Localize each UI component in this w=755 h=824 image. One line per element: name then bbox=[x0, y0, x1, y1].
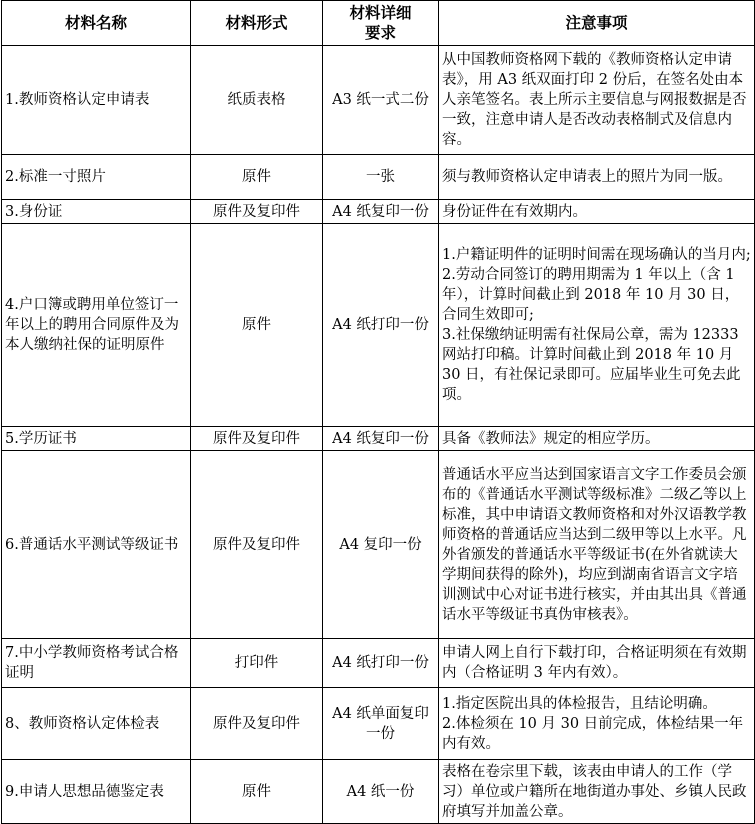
header-notes: 注意事项 bbox=[439, 1, 755, 46]
note-line: 从中国教师资格网下载的《教师资格认定申请表》，用 A3 纸双面打印 2 份后，在签名处由本人亲笔签名。表上所示主要信息与网报数据是否一致，注意申请人是否改动表格制式及信息内容。 bbox=[442, 52, 747, 148]
note-line: 表格在卷宗里下载，该表由申请人的工作（学习）单位或户籍所在地街道办事处、乡镇人民政府填写并加盖公章。 bbox=[442, 763, 747, 820]
material-form-cell: 原件 bbox=[191, 224, 323, 427]
note-line: 1.户籍证明件的证明时间需在现场确认的当月内; bbox=[442, 247, 751, 263]
material-form-cell: 原件 bbox=[191, 155, 323, 200]
material-notes-cell bbox=[439, 427, 755, 451]
material-form-cell: 原件及复印件 bbox=[191, 427, 323, 451]
material-form-cell: 原件及复印件 bbox=[191, 200, 323, 224]
note-line: 1.指定医院出具的体检报告，且结论明确。 bbox=[442, 695, 717, 712]
material-form-cell: 打印件 bbox=[191, 639, 323, 688]
material-name-cell: 1.教师资格认定申请表 bbox=[2, 46, 191, 155]
table-header-row bbox=[2, 1, 755, 46]
material-name-cell: 2.标准一寸照片 bbox=[2, 155, 191, 200]
note-line: 申请人网上自行下载打印，合格证明须在有效期内（合格证明 3 年内有效）。 bbox=[442, 645, 747, 681]
material-requirement-cell: A4 纸复印一份 bbox=[323, 427, 439, 451]
note-line: 2.劳动合同签订的聘用期需为 1 年以上（含 1 年），计算时间截止到 2018 年 10 月 30 日，合同生效即可; bbox=[442, 267, 740, 323]
material-form-cell: 原件及复印件 bbox=[191, 451, 323, 639]
material-requirement-cell: A4 复印一份 bbox=[323, 451, 439, 639]
material-form-cell: 纸质表格 bbox=[191, 46, 323, 155]
material-notes-cell bbox=[439, 155, 755, 200]
note-line: 身份证件在有效期内。 bbox=[442, 203, 587, 220]
material-requirement-cell: 一张 bbox=[323, 155, 439, 200]
note-line: 具备《教师法》规定的相应学历。 bbox=[442, 430, 660, 447]
material-notes-cell bbox=[439, 200, 755, 224]
material-requirement-cell: A4 纸打印一份 bbox=[323, 639, 439, 688]
material-name-cell: 7.中小学教师资格考试合格证明 bbox=[2, 639, 191, 688]
table-row bbox=[2, 451, 755, 639]
note-line: 普通话水平应当达到国家语言文字工作委员会颁布的《普通话水平测试等级标准》二级乙等以上标准，其中申请语文教师资格和对外汉语教学教师资格的普通话应当达到二级甲等以上水平。凡外省颁发的普通话水平等级证书(在外省就读大学期间获得的除外)，均应到湖南省语言文字培训测试中心对证书进行核实，并由其出具《普通话水平等级证书真伪审核表》。 bbox=[442, 466, 747, 623]
material-notes-cell bbox=[439, 451, 755, 639]
material-requirement-cell: A4 纸一份 bbox=[323, 760, 439, 824]
material-requirement-cell: A4 纸打印一份 bbox=[323, 224, 439, 427]
material-form-cell: 原件 bbox=[191, 760, 323, 824]
material-notes-cell bbox=[439, 224, 755, 427]
material-requirement-cell: A4 纸单面复印一份 bbox=[323, 688, 439, 760]
header-requirement: 材料详细要求 bbox=[323, 1, 439, 46]
material-name-cell: 3.身份证 bbox=[2, 200, 191, 224]
material-name-cell: 5.学历证书 bbox=[2, 427, 191, 451]
material-requirement-cell: A4 纸复印一份 bbox=[323, 200, 439, 224]
material-notes-cell bbox=[439, 688, 755, 760]
material-requirement-cell: A3 纸一式二份 bbox=[323, 46, 439, 155]
header-form: 材料形式 bbox=[191, 1, 323, 46]
materials-table bbox=[1, 0, 755, 824]
table-row bbox=[2, 427, 755, 451]
table-row bbox=[2, 639, 755, 688]
table-row bbox=[2, 224, 755, 427]
table-row bbox=[2, 155, 755, 200]
table-row bbox=[2, 200, 755, 224]
material-name-cell: 6.普通话水平测试等级证书 bbox=[2, 451, 191, 639]
material-name-cell: 4.户口簿或聘用单位签订一年以上的聘用合同原件及为本人缴纳社保的证明原件 bbox=[2, 224, 191, 427]
material-name-cell: 8、教师资格认定体检表 bbox=[2, 688, 191, 760]
material-notes-cell bbox=[439, 639, 755, 688]
note-line: 2.体检须在 10 月 30 日前完成，体检结果一年内有效。 bbox=[442, 715, 744, 752]
table-row bbox=[2, 46, 755, 155]
material-notes-cell bbox=[439, 46, 755, 155]
note-line: 3.社保缴纳证明需有社保局公章，需为 12333 网站打印稿。计算时间截止到 2018 年 10 月 30 日，有社保记录即可。应届毕业生可免去此项。 bbox=[442, 327, 741, 403]
header-name: 材料名称 bbox=[2, 1, 191, 46]
table-row bbox=[2, 688, 755, 760]
material-form-cell: 原件及复印件 bbox=[191, 688, 323, 760]
note-line: 须与教师资格认定申请表上的照片为同一版。 bbox=[442, 169, 732, 185]
material-name-cell: 9.申请人思想品德鉴定表 bbox=[2, 760, 191, 824]
